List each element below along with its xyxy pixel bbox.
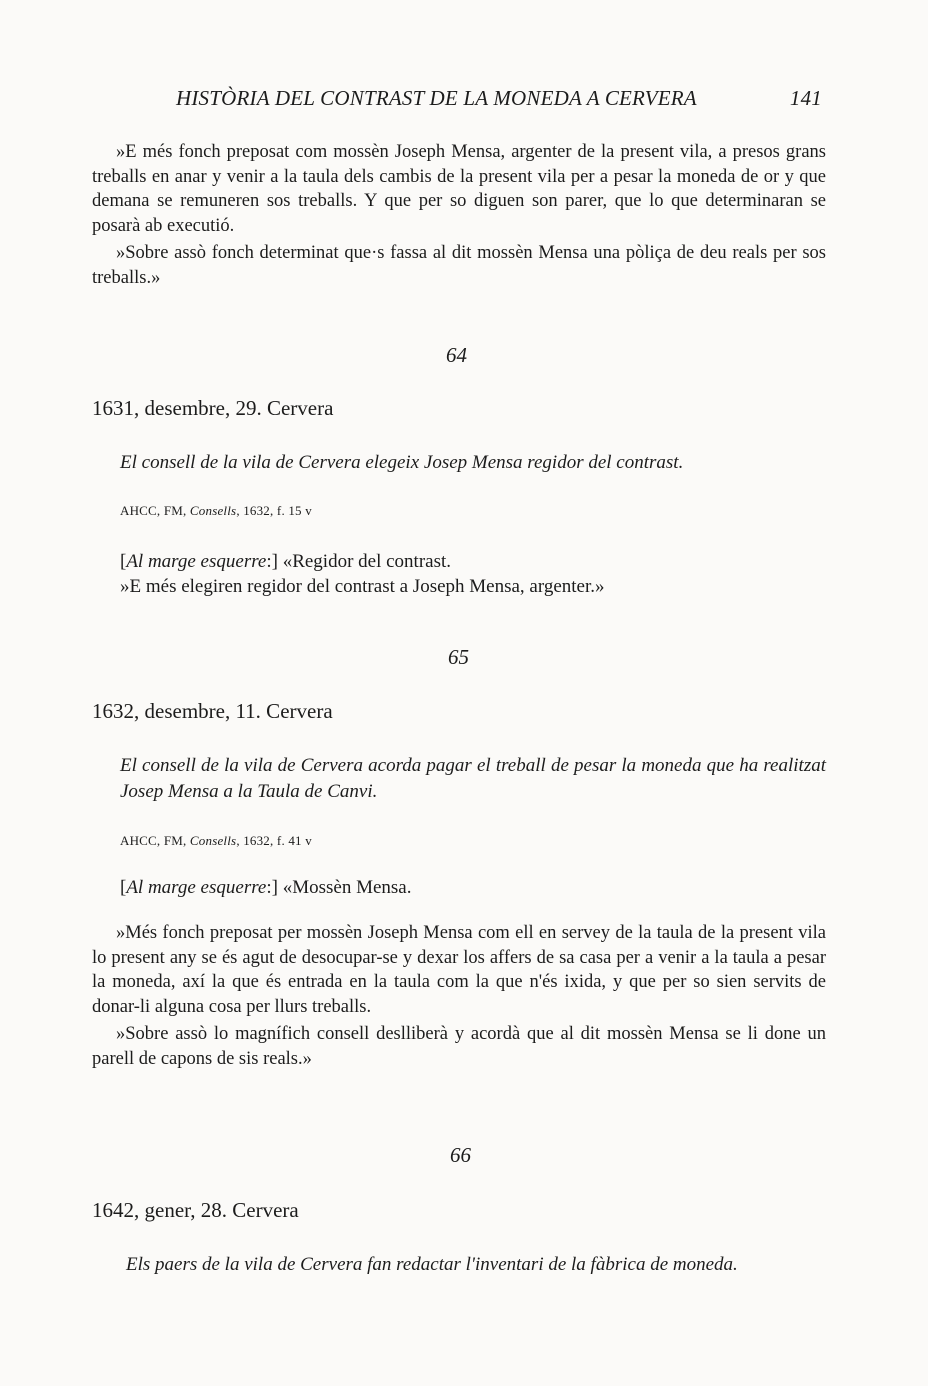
margin-note-64: [Al marge esquerre:] «Regidor del contrast. <box>120 551 452 572</box>
page-number: 141 <box>789 86 822 110</box>
intro-paragraph-2: »Sobre assò fonch determinat que·s fassa al dit mossèn Mensa una pòliça de deu reals per sos treballs.» <box>92 243 826 288</box>
document-summary-65: El consell de la vila de Cervera acorda pagar el treball de pesar la moneda que ha realitzat Josep Mensa a la Taula de Canvi. <box>120 755 826 802</box>
document-date-64: 1631, desembre, 29. Cervera <box>92 396 334 420</box>
running-head-title: HISTÒRIA DEL CONTRAST DE LA MONEDA A CERVERA <box>176 86 697 110</box>
intro-paragraph-1: »E més fonch preposat com mossèn Joseph Mensa, argenter de la present vila, a presos grans treballs en anar y venir a la taula dels cambis de la present vila per a pesar la moneda de or y que demana se remuneren sos treballs. Y que per so diguen son parer, que lo que determinaran se posarà ab executió. <box>92 142 826 236</box>
reference-suffix: , 1632, f. 15 v <box>236 503 312 518</box>
running-head <box>176 86 826 111</box>
document-text-64: »E més elegiren regidor del contrast a Joseph Mensa, argenter.» <box>120 576 605 597</box>
document-number-65: 65 <box>448 645 469 669</box>
archive-reference-64 <box>120 503 312 519</box>
document-date-66: 1642, gener, 28. Cervera <box>92 1198 299 1222</box>
reference-series: Consells <box>189 833 237 848</box>
archive-reference-65 <box>120 833 312 849</box>
document-summary-66: Els paers de la vila de Cervera fan redactar l'inventari de la fàbrica de moneda. <box>126 1254 738 1275</box>
document-date-65: 1632, desembre, 11. Cervera <box>92 699 333 723</box>
document-number-64: 64 <box>446 343 467 367</box>
document-paragraph-65-2: »Sobre assò lo magnífich consell deslliberà y acordà que al dit mossèn Mensa se li done un parell de capons de sis reals.» <box>92 1024 826 1069</box>
document-number-66: 66 <box>450 1143 471 1167</box>
document-paragraph-65-1: »Més fonch preposat per mossèn Joseph Mensa com ell en servey de la taula de la present vila lo present any se és agut de desocupar-se y dexar los affers de sa casa per a venir a la taula a pesar la moneda, axí la que és entrada en la taula com la que n'és ixida, y que per so sien servits de donar-li alguna cosa per llurs treballs. <box>92 923 826 1017</box>
margin-note-label: Al marge esquerre <box>126 551 267 572</box>
reference-prefix: AHCC, FM, <box>120 503 190 518</box>
document-summary-64: El consell de la vila de Cervera elegeix Josep Mensa regidor del contrast. <box>120 452 684 473</box>
reference-suffix: , 1632, f. 41 v <box>236 833 312 848</box>
margin-note-label: Al marge esquerre <box>126 877 267 898</box>
reference-series: Consells <box>189 503 237 518</box>
margin-note-65: [Al marge esquerre:] «Mossèn Mensa. <box>120 877 412 898</box>
reference-prefix: AHCC, FM, <box>120 833 190 848</box>
